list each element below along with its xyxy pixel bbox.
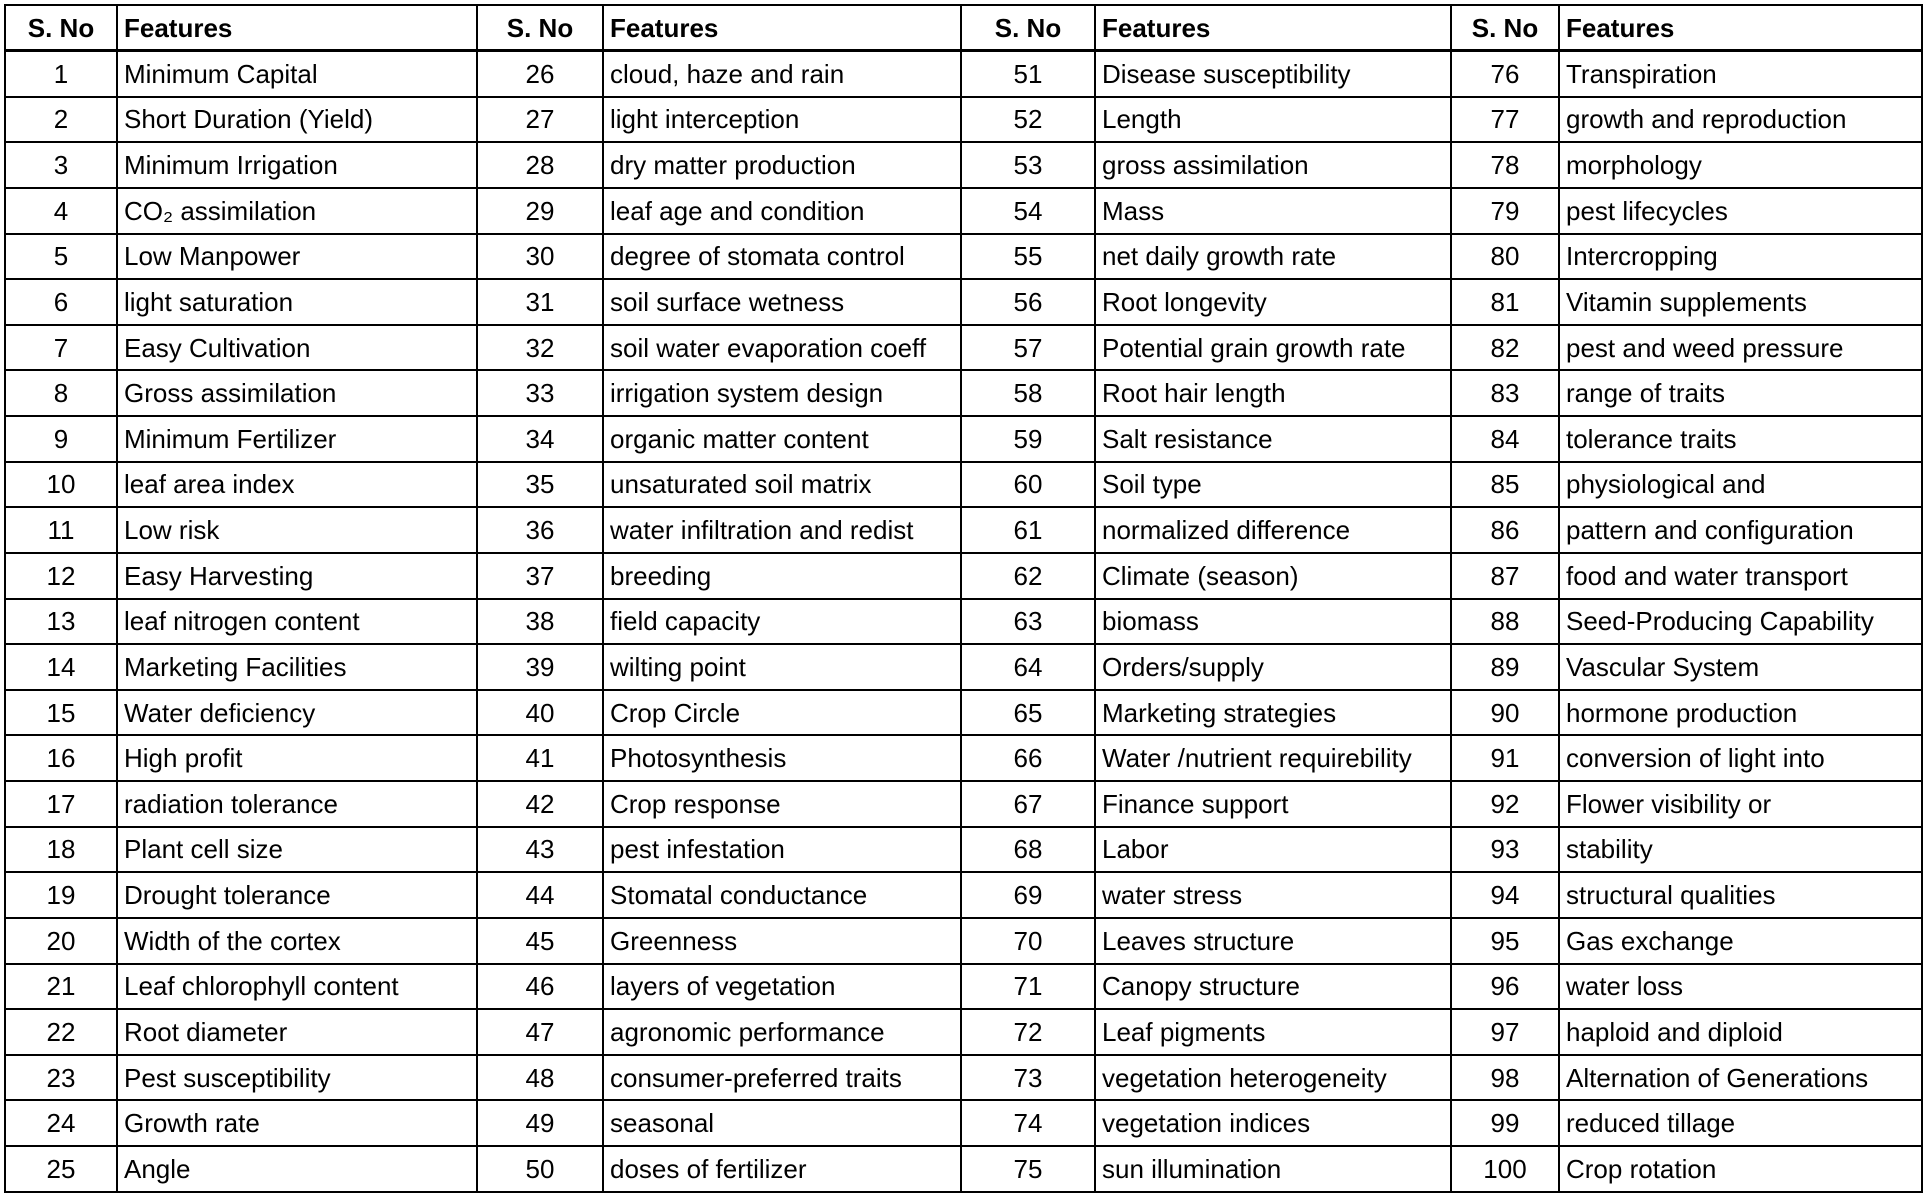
serial-number-cell: 84 bbox=[1451, 416, 1559, 462]
feature-cell: physiological and bbox=[1559, 462, 1922, 508]
feature-cell: pest and weed pressure bbox=[1559, 325, 1922, 371]
col-header-sno: S. No bbox=[477, 5, 603, 51]
serial-number-cell: 3 bbox=[5, 142, 117, 188]
feature-cell: Finance support bbox=[1095, 781, 1451, 827]
feature-cell: Vitamin supplements bbox=[1559, 279, 1922, 325]
feature-cell: Leaves structure bbox=[1095, 918, 1451, 964]
table-row bbox=[5, 51, 1922, 97]
serial-number-cell: 95 bbox=[1451, 918, 1559, 964]
feature-cell: Transpiration bbox=[1559, 51, 1922, 97]
feature-cell: water infiltration and redist bbox=[603, 507, 961, 553]
table-row bbox=[5, 234, 1922, 280]
col-header-features: Features bbox=[117, 5, 477, 51]
feature-cell: water loss bbox=[1559, 964, 1922, 1010]
feature-cell: leaf nitrogen content bbox=[117, 599, 477, 645]
serial-number-cell: 30 bbox=[477, 234, 603, 280]
serial-number-cell: 82 bbox=[1451, 325, 1559, 371]
feature-cell: Seed-Producing Capability bbox=[1559, 599, 1922, 645]
feature-cell: Leaf chlorophyll content bbox=[117, 964, 477, 1010]
feature-cell: Length bbox=[1095, 97, 1451, 143]
serial-number-cell: 86 bbox=[1451, 507, 1559, 553]
serial-number-cell: 63 bbox=[961, 599, 1095, 645]
feature-cell: food and water transport bbox=[1559, 553, 1922, 599]
serial-number-cell: 100 bbox=[1451, 1146, 1559, 1192]
feature-cell: Intercropping bbox=[1559, 234, 1922, 280]
serial-number-cell: 97 bbox=[1451, 1009, 1559, 1055]
serial-number-cell: 89 bbox=[1451, 644, 1559, 690]
table-row bbox=[5, 872, 1922, 918]
table-row bbox=[5, 1100, 1922, 1146]
col-header-features: Features bbox=[1559, 5, 1922, 51]
serial-number-cell: 52 bbox=[961, 97, 1095, 143]
serial-number-cell: 9 bbox=[5, 416, 117, 462]
feature-cell: biomass bbox=[1095, 599, 1451, 645]
table-row bbox=[5, 827, 1922, 873]
col-header-sno: S. No bbox=[5, 5, 117, 51]
serial-number-cell: 61 bbox=[961, 507, 1095, 553]
table-row bbox=[5, 325, 1922, 371]
feature-cell: breeding bbox=[603, 553, 961, 599]
table-row bbox=[5, 918, 1922, 964]
serial-number-cell: 70 bbox=[961, 918, 1095, 964]
serial-number-cell: 92 bbox=[1451, 781, 1559, 827]
feature-cell: Soil type bbox=[1095, 462, 1451, 508]
serial-number-cell: 46 bbox=[477, 964, 603, 1010]
serial-number-cell: 53 bbox=[961, 142, 1095, 188]
serial-number-cell: 13 bbox=[5, 599, 117, 645]
serial-number-cell: 49 bbox=[477, 1100, 603, 1146]
serial-number-cell: 28 bbox=[477, 142, 603, 188]
serial-number-cell: 94 bbox=[1451, 872, 1559, 918]
table-row bbox=[5, 644, 1922, 690]
serial-number-cell: 56 bbox=[961, 279, 1095, 325]
serial-number-cell: 10 bbox=[5, 462, 117, 508]
serial-number-cell: 57 bbox=[961, 325, 1095, 371]
feature-cell: Salt resistance bbox=[1095, 416, 1451, 462]
feature-cell: conversion of light into bbox=[1559, 735, 1922, 781]
table-row bbox=[5, 964, 1922, 1010]
feature-cell: Alternation of Generations bbox=[1559, 1055, 1922, 1101]
serial-number-cell: 48 bbox=[477, 1055, 603, 1101]
feature-cell: Labor bbox=[1095, 827, 1451, 873]
serial-number-cell: 98 bbox=[1451, 1055, 1559, 1101]
table-row bbox=[5, 599, 1922, 645]
feature-cell: Plant cell size bbox=[117, 827, 477, 873]
serial-number-cell: 34 bbox=[477, 416, 603, 462]
feature-cell: cloud, haze and rain bbox=[603, 51, 961, 97]
serial-number-cell: 79 bbox=[1451, 188, 1559, 234]
serial-number-cell: 71 bbox=[961, 964, 1095, 1010]
serial-number-cell: 65 bbox=[961, 690, 1095, 736]
serial-number-cell: 1 bbox=[5, 51, 117, 97]
table-row bbox=[5, 142, 1922, 188]
feature-cell: Leaf pigments bbox=[1095, 1009, 1451, 1055]
feature-cell: Marketing strategies bbox=[1095, 690, 1451, 736]
feature-cell: growth and reproduction bbox=[1559, 97, 1922, 143]
table-row bbox=[5, 690, 1922, 736]
feature-cell: Easy Harvesting bbox=[117, 553, 477, 599]
feature-cell: pest lifecycles bbox=[1559, 188, 1922, 234]
table-row bbox=[5, 1009, 1922, 1055]
feature-cell: soil surface wetness bbox=[603, 279, 961, 325]
feature-cell: consumer-preferred traits bbox=[603, 1055, 961, 1101]
feature-cell: agronomic performance bbox=[603, 1009, 961, 1055]
serial-number-cell: 43 bbox=[477, 827, 603, 873]
serial-number-cell: 11 bbox=[5, 507, 117, 553]
feature-cell: Low Manpower bbox=[117, 234, 477, 280]
serial-number-cell: 17 bbox=[5, 781, 117, 827]
feature-cell: seasonal bbox=[603, 1100, 961, 1146]
feature-cell: irrigation system design bbox=[603, 370, 961, 416]
feature-cell: Canopy structure bbox=[1095, 964, 1451, 1010]
feature-cell: field capacity bbox=[603, 599, 961, 645]
feature-cell: Vascular System bbox=[1559, 644, 1922, 690]
feature-cell: haploid and diploid bbox=[1559, 1009, 1922, 1055]
serial-number-cell: 25 bbox=[5, 1146, 117, 1192]
feature-cell: hormone production bbox=[1559, 690, 1922, 736]
feature-cell: Stomatal conductance bbox=[603, 872, 961, 918]
serial-number-cell: 54 bbox=[961, 188, 1095, 234]
feature-cell: Pest susceptibility bbox=[117, 1055, 477, 1101]
feature-cell: degree of stomata control bbox=[603, 234, 961, 280]
feature-cell: pattern and configuration bbox=[1559, 507, 1922, 553]
serial-number-cell: 12 bbox=[5, 553, 117, 599]
serial-number-cell: 69 bbox=[961, 872, 1095, 918]
serial-number-cell: 38 bbox=[477, 599, 603, 645]
table-row bbox=[5, 370, 1922, 416]
table-row bbox=[5, 781, 1922, 827]
serial-number-cell: 47 bbox=[477, 1009, 603, 1055]
serial-number-cell: 26 bbox=[477, 51, 603, 97]
feature-cell: Water /nutrient requirebility bbox=[1095, 735, 1451, 781]
feature-cell: net daily growth rate bbox=[1095, 234, 1451, 280]
feature-cell: Short Duration (Yield) bbox=[117, 97, 477, 143]
serial-number-cell: 62 bbox=[961, 553, 1095, 599]
serial-number-cell: 22 bbox=[5, 1009, 117, 1055]
serial-number-cell: 42 bbox=[477, 781, 603, 827]
feature-cell: Marketing Facilities bbox=[117, 644, 477, 690]
serial-number-cell: 88 bbox=[1451, 599, 1559, 645]
serial-number-cell: 59 bbox=[961, 416, 1095, 462]
feature-cell: range of traits bbox=[1559, 370, 1922, 416]
serial-number-cell: 87 bbox=[1451, 553, 1559, 599]
serial-number-cell: 72 bbox=[961, 1009, 1095, 1055]
serial-number-cell: 2 bbox=[5, 97, 117, 143]
feature-cell: Water deficiency bbox=[117, 690, 477, 736]
serial-number-cell: 14 bbox=[5, 644, 117, 690]
serial-number-cell: 37 bbox=[477, 553, 603, 599]
feature-cell: layers of vegetation bbox=[603, 964, 961, 1010]
feature-cell: Angle bbox=[117, 1146, 477, 1192]
feature-cell: structural qualities bbox=[1559, 872, 1922, 918]
serial-number-cell: 16 bbox=[5, 735, 117, 781]
col-header-sno: S. No bbox=[1451, 5, 1559, 51]
serial-number-cell: 5 bbox=[5, 234, 117, 280]
feature-cell: Crop Circle bbox=[603, 690, 961, 736]
feature-cell: Orders/supply bbox=[1095, 644, 1451, 690]
serial-number-cell: 80 bbox=[1451, 234, 1559, 280]
feature-cell: unsaturated soil matrix bbox=[603, 462, 961, 508]
table-row bbox=[5, 188, 1922, 234]
feature-cell: light saturation bbox=[117, 279, 477, 325]
feature-cell: Flower visibility or bbox=[1559, 781, 1922, 827]
feature-cell: Potential grain growth rate bbox=[1095, 325, 1451, 371]
serial-number-cell: 7 bbox=[5, 325, 117, 371]
serial-number-cell: 51 bbox=[961, 51, 1095, 97]
serial-number-cell: 93 bbox=[1451, 827, 1559, 873]
serial-number-cell: 66 bbox=[961, 735, 1095, 781]
feature-cell: Disease susceptibility bbox=[1095, 51, 1451, 97]
col-header-sno: S. No bbox=[961, 5, 1095, 51]
table-body bbox=[5, 51, 1922, 1193]
serial-number-cell: 96 bbox=[1451, 964, 1559, 1010]
serial-number-cell: 77 bbox=[1451, 97, 1559, 143]
table-row bbox=[5, 507, 1922, 553]
feature-cell: Minimum Fertilizer bbox=[117, 416, 477, 462]
serial-number-cell: 74 bbox=[961, 1100, 1095, 1146]
col-header-features: Features bbox=[603, 5, 961, 51]
feature-cell: vegetation indices bbox=[1095, 1100, 1451, 1146]
feature-cell: light interception bbox=[603, 97, 961, 143]
serial-number-cell: 45 bbox=[477, 918, 603, 964]
feature-cell: leaf age and condition bbox=[603, 188, 961, 234]
feature-cell: soil water evaporation coeff bbox=[603, 325, 961, 371]
feature-cell: Root hair length bbox=[1095, 370, 1451, 416]
serial-number-cell: 21 bbox=[5, 964, 117, 1010]
serial-number-cell: 44 bbox=[477, 872, 603, 918]
table-row bbox=[5, 97, 1922, 143]
serial-number-cell: 4 bbox=[5, 188, 117, 234]
feature-cell: water stress bbox=[1095, 872, 1451, 918]
serial-number-cell: 78 bbox=[1451, 142, 1559, 188]
serial-number-cell: 60 bbox=[961, 462, 1095, 508]
serial-number-cell: 27 bbox=[477, 97, 603, 143]
feature-cell: vegetation heterogeneity bbox=[1095, 1055, 1451, 1101]
feature-cell: dry matter production bbox=[603, 142, 961, 188]
feature-cell: Mass bbox=[1095, 188, 1451, 234]
feature-cell: Easy Cultivation bbox=[117, 325, 477, 371]
serial-number-cell: 64 bbox=[961, 644, 1095, 690]
serial-number-cell: 24 bbox=[5, 1100, 117, 1146]
feature-cell: Width of the cortex bbox=[117, 918, 477, 964]
serial-number-cell: 8 bbox=[5, 370, 117, 416]
serial-number-cell: 6 bbox=[5, 279, 117, 325]
feature-cell: Crop response bbox=[603, 781, 961, 827]
table-row bbox=[5, 416, 1922, 462]
feature-cell: Root diameter bbox=[117, 1009, 477, 1055]
serial-number-cell: 32 bbox=[477, 325, 603, 371]
feature-cell: sun illumination bbox=[1095, 1146, 1451, 1192]
table-row bbox=[5, 279, 1922, 325]
serial-number-cell: 50 bbox=[477, 1146, 603, 1192]
serial-number-cell: 20 bbox=[5, 918, 117, 964]
serial-number-cell: 41 bbox=[477, 735, 603, 781]
header-row bbox=[5, 5, 1922, 51]
serial-number-cell: 33 bbox=[477, 370, 603, 416]
feature-cell: Minimum Capital bbox=[117, 51, 477, 97]
serial-number-cell: 15 bbox=[5, 690, 117, 736]
serial-number-cell: 18 bbox=[5, 827, 117, 873]
feature-cell: Greenness bbox=[603, 918, 961, 964]
feature-cell: stability bbox=[1559, 827, 1922, 873]
col-header-features: Features bbox=[1095, 5, 1451, 51]
feature-cell: radiation tolerance bbox=[117, 781, 477, 827]
feature-cell: Drought tolerance bbox=[117, 872, 477, 918]
features-table bbox=[4, 4, 1923, 1193]
feature-cell: Low risk bbox=[117, 507, 477, 553]
serial-number-cell: 23 bbox=[5, 1055, 117, 1101]
serial-number-cell: 67 bbox=[961, 781, 1095, 827]
feature-cell: Climate (season) bbox=[1095, 553, 1451, 599]
table-row bbox=[5, 1146, 1922, 1192]
feature-cell: Crop rotation bbox=[1559, 1146, 1922, 1192]
feature-cell: High profit bbox=[117, 735, 477, 781]
feature-cell: wilting point bbox=[603, 644, 961, 690]
table-row bbox=[5, 462, 1922, 508]
feature-cell: morphology bbox=[1559, 142, 1922, 188]
serial-number-cell: 75 bbox=[961, 1146, 1095, 1192]
serial-number-cell: 58 bbox=[961, 370, 1095, 416]
feature-cell: reduced tillage bbox=[1559, 1100, 1922, 1146]
feature-cell: organic matter content bbox=[603, 416, 961, 462]
serial-number-cell: 35 bbox=[477, 462, 603, 508]
serial-number-cell: 40 bbox=[477, 690, 603, 736]
table-row bbox=[5, 1055, 1922, 1101]
feature-cell: Gross assimilation bbox=[117, 370, 477, 416]
table-row bbox=[5, 553, 1922, 599]
table-row bbox=[5, 735, 1922, 781]
feature-cell: CO₂ assimilation bbox=[117, 188, 477, 234]
serial-number-cell: 90 bbox=[1451, 690, 1559, 736]
feature-cell: tolerance traits bbox=[1559, 416, 1922, 462]
serial-number-cell: 81 bbox=[1451, 279, 1559, 325]
serial-number-cell: 85 bbox=[1451, 462, 1559, 508]
serial-number-cell: 83 bbox=[1451, 370, 1559, 416]
feature-cell: pest infestation bbox=[603, 827, 961, 873]
feature-cell: doses of fertilizer bbox=[603, 1146, 961, 1192]
serial-number-cell: 76 bbox=[1451, 51, 1559, 97]
feature-cell: Gas exchange bbox=[1559, 918, 1922, 964]
feature-cell: Root longevity bbox=[1095, 279, 1451, 325]
serial-number-cell: 36 bbox=[477, 507, 603, 553]
feature-cell: leaf area index bbox=[117, 462, 477, 508]
serial-number-cell: 31 bbox=[477, 279, 603, 325]
feature-cell: gross assimilation bbox=[1095, 142, 1451, 188]
serial-number-cell: 55 bbox=[961, 234, 1095, 280]
feature-cell: Photosynthesis bbox=[603, 735, 961, 781]
serial-number-cell: 19 bbox=[5, 872, 117, 918]
feature-cell: normalized difference bbox=[1095, 507, 1451, 553]
serial-number-cell: 73 bbox=[961, 1055, 1095, 1101]
feature-cell: Growth rate bbox=[117, 1100, 477, 1146]
serial-number-cell: 91 bbox=[1451, 735, 1559, 781]
serial-number-cell: 39 bbox=[477, 644, 603, 690]
serial-number-cell: 99 bbox=[1451, 1100, 1559, 1146]
serial-number-cell: 29 bbox=[477, 188, 603, 234]
serial-number-cell: 68 bbox=[961, 827, 1095, 873]
feature-cell: Minimum Irrigation bbox=[117, 142, 477, 188]
